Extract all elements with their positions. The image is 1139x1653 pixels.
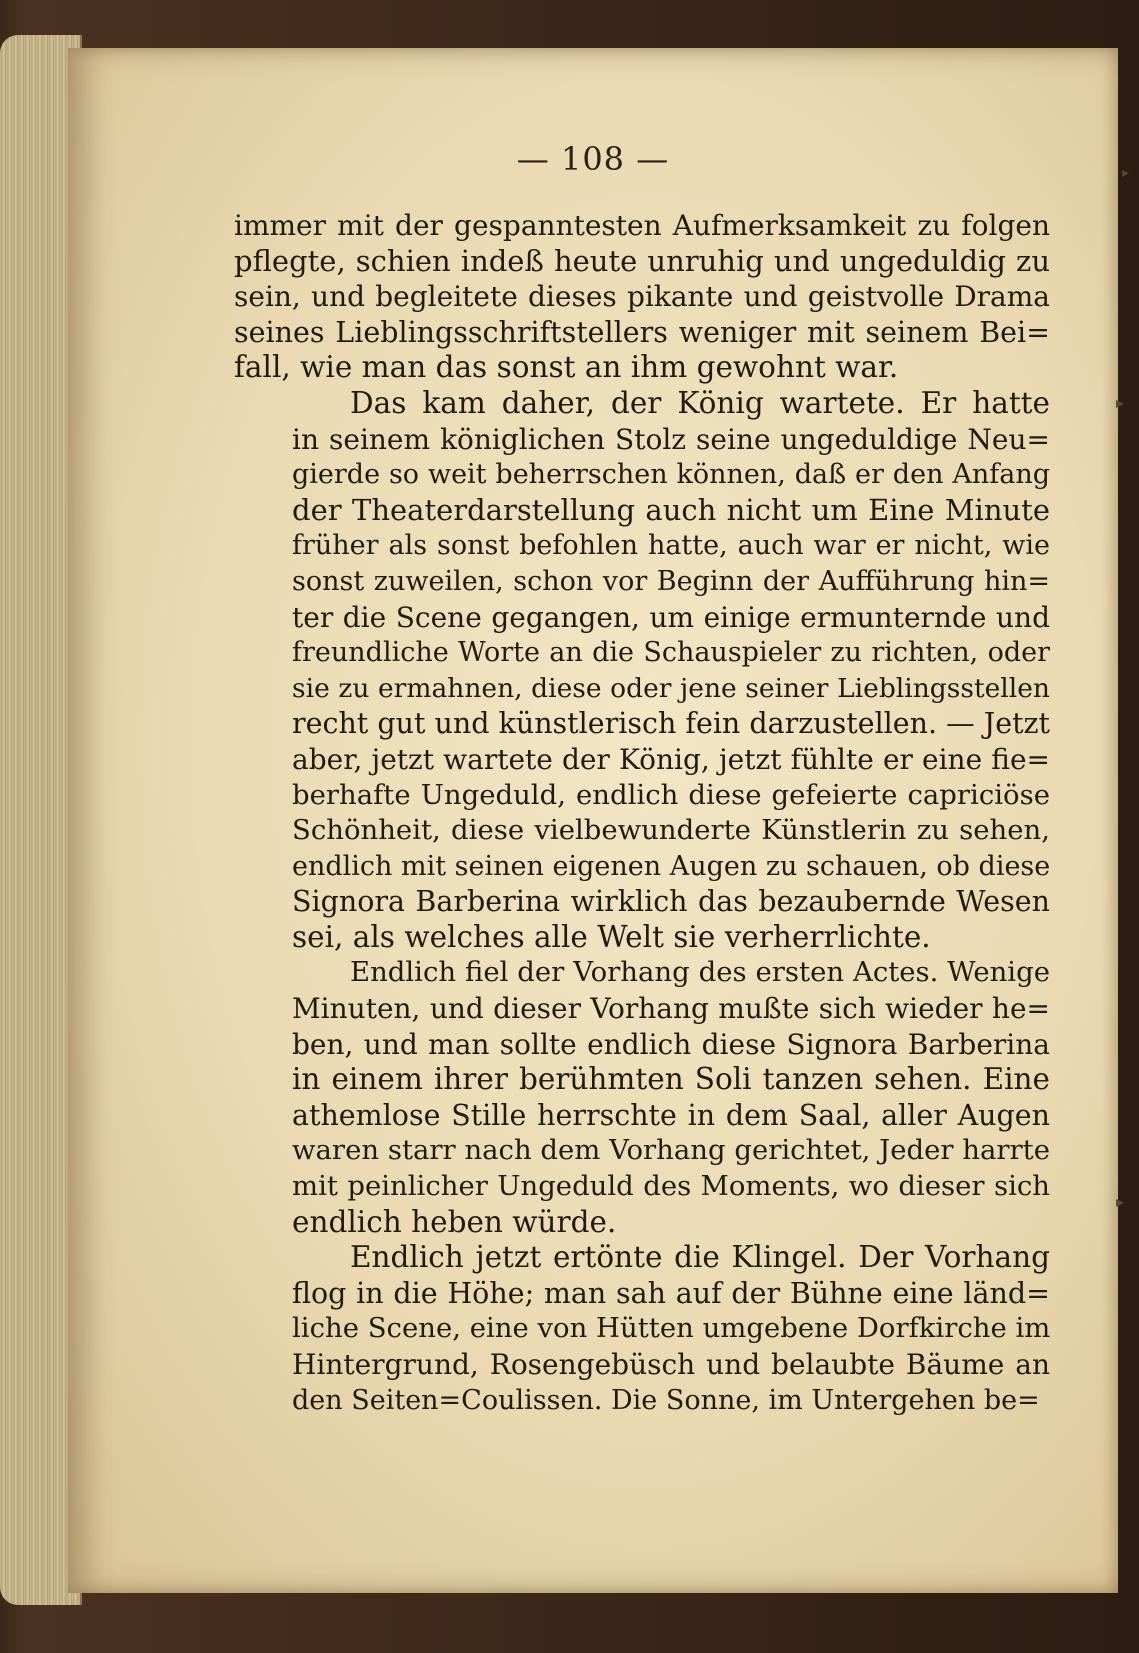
text-line: sie zu ermahnen, diese oder jene seiner Lieblingsstellen (292, 672, 1050, 704)
text-line: gierde so weit beherrschen können, daß er den Anfang (292, 459, 1050, 491)
text-line: der Theaterdarstellung auch nicht um Eine Minute (292, 492, 1050, 527)
paragraph (234, 208, 1050, 386)
text-line: endlich heben würde. (292, 1204, 617, 1239)
text-line: liche Scene, eine von Hütten umgebene Dorfkirche im (292, 1312, 1050, 1345)
text-line: Endlich jetzt ertönte die Klingel. Der Vorhang (350, 1240, 1050, 1275)
paragraph (234, 955, 1050, 1240)
body-text (234, 208, 1050, 1418)
text-line: athemlose Stille herrschte in dem Saal, aller Augen (292, 1098, 1050, 1132)
text-line: flog in die Höhe; man sah auf der Bühne eine länd= (292, 1276, 1050, 1310)
text-line: ben, und man sollte endlich diese Signora Barberina (292, 1027, 1050, 1061)
text-line: fall, wie man das sonst an ihm gewohnt war. (234, 350, 899, 385)
text-line: sei, als welches alle Welt sie verherrlichte. (292, 919, 931, 954)
margin-mark: ▸ (1116, 393, 1125, 412)
margin-mark: ▸ (1116, 1192, 1125, 1211)
text-line: in einem ihrer berühmten Soli tanzen sehen. Eine (292, 1062, 1050, 1097)
text-line: Minuten, und dieser Vorhang mußte sich wieder he= (292, 992, 1050, 1026)
text-line: recht gut und künstlerisch fein darzustellen. — Jetzt (292, 707, 1050, 741)
text-line: Schönheit, diese vielbewunderte Künstlerin zu sehen, (292, 814, 1050, 847)
text-line: Hintergrund, Rosengebüsch und belaubte Bäume an (292, 1348, 1050, 1381)
paragraph (234, 1240, 1050, 1418)
page-number: — 108 — (516, 140, 670, 178)
text-line: freundliche Worte an die Schauspieler zu richten, oder (292, 637, 1050, 669)
text-line: seines Lieblingsschriftstellers weniger mit seinem Bei= (234, 315, 1050, 349)
text-line: immer mit der gespanntesten Aufmerksamkeit zu folgen (234, 209, 1050, 242)
text-line: früher als sonst befohlen hatte, auch war er nicht, wie (292, 530, 1050, 562)
text-line: endlich mit seinen eigenen Augen zu schauen, ob diese (292, 850, 1050, 882)
text-line: in seinem königlichen Stolz seine ungeduldige Neu= (292, 422, 1050, 456)
text-line: waren starr nach dem Vorhang gerichtet, Jeder harrte (292, 1134, 1050, 1167)
margin-mark: ▸ (1122, 165, 1130, 181)
text-line: den Seiten=Coulissen. Die Sonne, im Untergehen be= (292, 1384, 1040, 1416)
text-line: pflegte, schien indeß heute unruhig und ungeduldig zu (234, 243, 1050, 278)
text-line: aber, jetzt wartete der König, jetzt fühlte er eine fie= (292, 742, 1050, 776)
text-line: Signora Barberina wirklich das bezaubernde Wesen (292, 885, 1050, 919)
text-line: sein, und begleitete dieses pikante und geistvolle Drama (234, 280, 1050, 314)
text-line: sonst zuweilen, schon vor Beginn der Aufführung hin= (292, 565, 1050, 597)
book-page (68, 48, 1118, 1593)
text-line: mit peinlicher Ungeduld des Moments, wo dieser sich (292, 1170, 1050, 1203)
text-line: ter die Scene gegangen, um einige ermunternde und (292, 600, 1050, 634)
paragraph (234, 386, 1050, 956)
text-line: Das kam daher, der König wartete. Er hatte (350, 385, 1050, 420)
text-line: Endlich fiel der Vorhang des ersten Actes. Wenige (350, 956, 1050, 989)
text-line: berhafte Ungeduld, endlich diese gefeierte capriciöse (292, 778, 1050, 811)
